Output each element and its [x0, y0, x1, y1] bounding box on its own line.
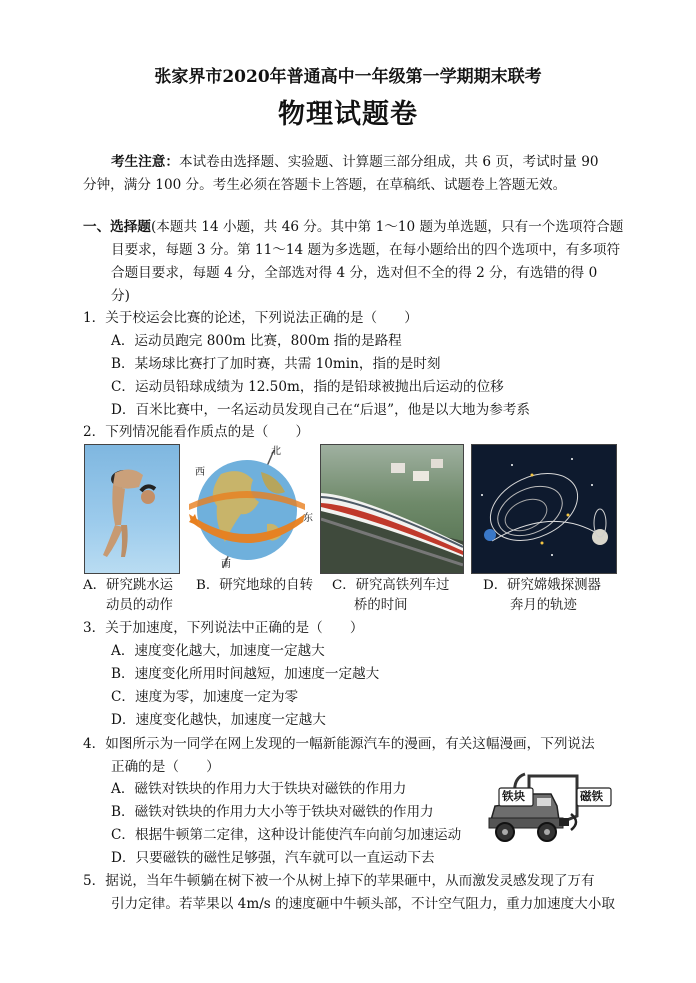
magnet-car-icon	[485, 768, 617, 854]
notice-line-2: 分钟，满分 100 分。考生必须在答题卡上答题，在草稿纸、试题卷上答题无效。	[83, 177, 567, 193]
q4-stem-line2: 正确的是（ ）	[111, 759, 220, 775]
q3-stem: 3．关于加速度，下列说法中正确的是（ ）	[83, 620, 364, 636]
q1-option-b: B．某场球比赛打了加时赛，共需 10min，指的是时刻	[111, 356, 441, 372]
q2-option-a-line1: A．研究跳水运	[83, 578, 174, 593]
q1-option-a: A．运动员跑完 800m 比赛，800m 指的是路程	[111, 333, 402, 349]
q4-option-c: C．根据牛顿第二定律，这种设计能使汽车向前匀加速运动	[111, 827, 462, 843]
iron-block-label: 铁块	[502, 789, 525, 803]
q4-option-d: D．只要磁铁的磁性足够强，汽车就可以一直运动下去	[111, 850, 435, 866]
exam-title: 张家界市2020年普通高中一年级第一学期期末联考	[154, 67, 542, 87]
notice-label: 考生注意：	[111, 154, 179, 170]
q2-option-c-line1: C．研究高铁列车过	[332, 578, 450, 593]
section1-text-1: (本题共 14 小题，共 46 分。其中第 1～10 题为单选题，只有一个选项符合题	[150, 219, 624, 235]
q4-option-a: A．磁铁对铁块的作用力大于铁块对磁铁的作用力	[111, 781, 407, 797]
magnet-label: 磁铁	[580, 789, 603, 803]
q4-stem-line1: 4．如图所示为一同学在网上发现的一幅新能源汽车的漫画，有关这幅漫画，下列说法	[83, 736, 595, 752]
q3-option-d: D．速度变化越快，加速度一定越大	[111, 712, 326, 728]
q5-line1: 5．据说，当年牛顿躺在树下被一个从树上掉下的苹果砸中，从而激发灵感发现了万有	[83, 873, 595, 889]
globe-west-label: 西	[195, 467, 205, 478]
globe-image	[181, 444, 315, 572]
q2-option-c-line2: 桥的时间	[354, 598, 408, 613]
q2-option-d-line1: D．研究嫦娥探测器	[483, 578, 601, 593]
globe-east-label: 东	[303, 513, 313, 524]
q2-option-a-line2: 动员的动作	[106, 598, 173, 613]
diver-figure-icon	[85, 445, 179, 573]
exam-subtitle: 物理试题卷	[278, 99, 418, 130]
q3-option-b: B．速度变化所用时间越短，加速度一定越大	[111, 666, 380, 682]
globe-north-label: 北	[271, 446, 281, 457]
notice-text-1: 本试卷由选择题、实验题、计算题三部分组成，共 6 页，考试时量 90	[178, 154, 599, 170]
section1-line-3: 合题目要求，每题 4 分，全部选对得 4 分，选对但不全的得 2 分，有选错的得 0	[111, 265, 598, 281]
section1-label: 一、选择题	[83, 219, 151, 235]
q2-option-b: B．研究地球的自转	[196, 578, 313, 593]
trajectory-icon	[472, 445, 616, 573]
probe-trajectory-image	[471, 444, 617, 574]
section1-line-1	[83, 216, 623, 238]
train-icon	[321, 445, 463, 573]
section1-line-4: 分)	[111, 288, 130, 304]
q4-option-b: B．磁铁对铁块的作用力大小等于铁块对磁铁的作用力	[111, 804, 434, 820]
q2-option-d-line2: 奔月的轨迹	[510, 598, 577, 613]
q3-option-a: A．速度变化越大，加速度一定越大	[111, 643, 325, 659]
q5-line2: 引力定律。若苹果以 4m/s 的速度砸中牛顿头部，不计空气阻力，重力加速度大小取	[111, 896, 615, 912]
globe-south-label: 南	[221, 559, 231, 570]
magnet-car-image	[485, 768, 617, 854]
q1-option-d: D．百米比赛中，一名运动员发现自己在“后退”，他是以大地为参考系	[111, 402, 531, 418]
q2-stem: 2．下列情况能看作质点的是（ ）	[83, 424, 310, 440]
section1-line-2: 目要求，每题 3 分。第 11～14 题为多选题，在每小题给出的四个选项中，有多项符	[111, 242, 621, 258]
notice-line-1	[111, 151, 599, 173]
train-image	[320, 444, 464, 574]
q3-option-c: C．速度为零，加速度一定为零	[111, 689, 299, 705]
q1-option-c: C．运动员铅球成绩为 12.50m，指的是铅球被抛出后运动的位移	[111, 379, 504, 395]
diver-image	[84, 444, 180, 574]
q1-stem: 1．关于校运会比赛的论述，下列说法正确的是（ ）	[83, 310, 418, 326]
